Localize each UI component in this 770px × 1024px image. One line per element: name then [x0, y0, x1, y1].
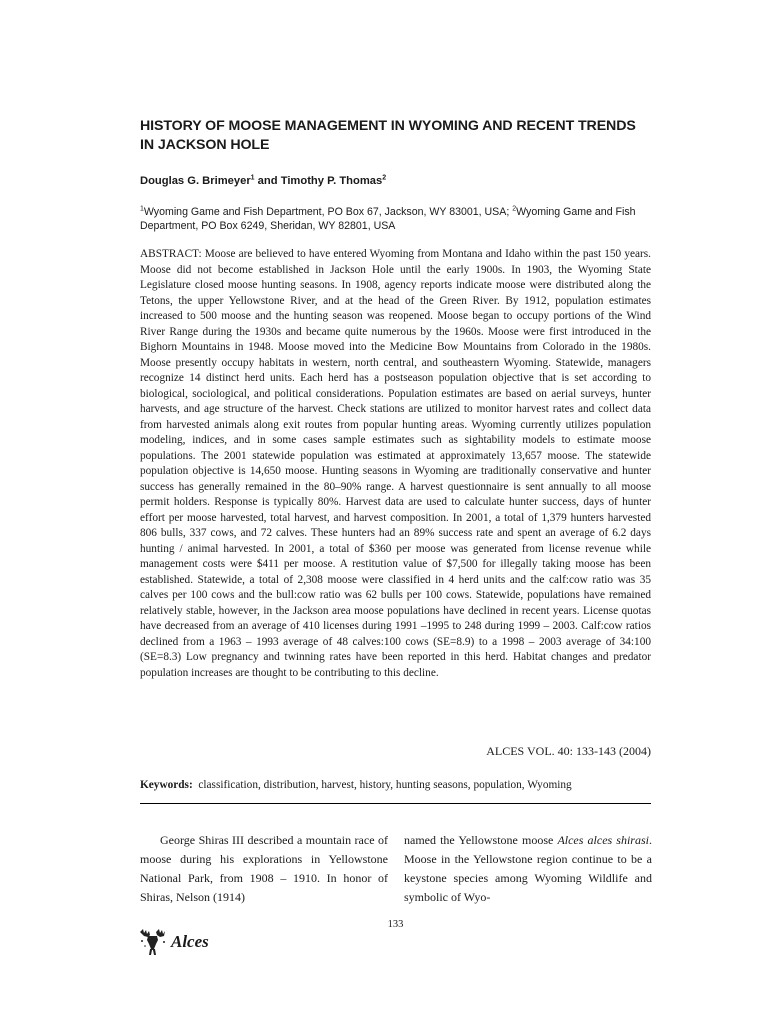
body-column-right — [404, 831, 652, 907]
affiliation-1-marker: 1 — [140, 205, 144, 213]
body-column-left: George Shiras III described a mountain race of moose during his explorations in Yellowstone National Park, from 1908 – 1910. In honor of Shiras, Nelson (1914) — [140, 833, 388, 904]
article-title: HISTORY OF MOOSE MANAGEMENT IN WYOMING AND RECENT TRENDS IN JACKSON HOLE — [140, 118, 636, 153]
affiliations — [140, 205, 651, 233]
abstract: ABSTRACT: Moose are believed to have entered Wyoming from Montana and Idaho within the past 150 years. Moose did not become established in Jackson Hole until the early 1900s. In 1903, the Wyoming State Legislature closed moose hunting seasons. In 1908, agency reports indicate moose were distributed along the Tetons, the upper Yellowstone River, and at the head of the Green River. By 1912, population estimates increased to 500 moose and the hunting season was reopened. Moose began to occupy portions of the Wind River Range during the 1930s and became quite numerous by the 1960s. Moose were first introduced in the Bighorn Mountains in 1948. Moose moved into the Medicine Bow Mountains from Colorado in the 1980s. Moose presently occupy habitats in western, north central, and southeastern Wyoming. Statewide, managers recognize 14 distinct herd units. Each herd has a postseason population objective that is set according to biological, sociological, and political considerations. Population estimates are based on aerial surveys, hunter harvests, and age structure of the harvest. Check stations are utilized to monitor harvest rates and collect data from harvested animals along exit routes from popular hunting areas. Wyoming currently utilizes population modeling, indices, and in some cases sample estimates such as sightability models to estimate moose populations. The 2001 statewide population was estimated at approximately 13,657 moose. The statewide population objective is 14,650 moose. Hunting seasons in Wyoming are traditionally conservative and hunter success has generally remained in the 80–90% range. A harvest questionnaire is sent annually to all moose permit holders. Response is typically 80%. Harvest data are used to calculate hunter success, days of hunter effort per moose harvested, total harvest, and harvest composition. In 2001, a total of 1,379 hunters harvested 806 bulls, 337 cows, and 72 calves. These hunters had an 89% success rate and spent an average of 6.2 days hunting / animal harvested. In 2001, a total of $360 per moose was generated from license revenue while management costs were $411 per moose. A restitution value of $7,500 for illegally taking moose has been established. Statewide, a total of 2,308 moose were classified in 4 herd units and the calf:cow ratio was 35 calves per 100 cows and the bull:cow ratio was 62 bulls per 100 cows. Statewide, populations have remained relatively stable, however, in the Jackson area moose populations have declined in recent years. License quotas have decreased from an average of 410 licenses during 1991 –1995 to 248 during 1999 – 2003. Calf:cow ratios declined from a 1963 – 1993 average of 48 calves:100 cows (SE=8.9) to a 1998 – 2003 average of 34:100 (SE=8.3) Low pregnancy and twinning rates have been reported in this herd. Habitat changes and predator population increases are thought to be contributing to this decline. — [140, 248, 651, 679]
page-number: 133 — [387, 919, 404, 930]
species-name: Alces alces shirasi — [557, 833, 649, 847]
author-connector: and — [254, 175, 281, 187]
author-line — [140, 174, 386, 188]
affiliation-1: Wyoming Game and Fish Department, PO Box 67, Jackson, WY 83001, USA; — [143, 206, 513, 218]
journal-citation: ALCES VOL. 40: 133-143 (2004) — [486, 744, 651, 758]
keywords-label: Keywords: — [140, 779, 193, 791]
author-2: Timothy P. Thomas — [280, 175, 383, 187]
author-1-affiliation-marker: 1 — [250, 174, 255, 182]
journal-logo-text: Alces — [171, 932, 209, 951]
article-page — [140, 0, 651, 1024]
body-right-text-end: . Moose in the Yellowstone region continue to be a keystone species among Wyoming Wildlife and symbolic of Wyo- — [404, 833, 652, 904]
body-right-text-start: named the Yellowstone moose — [404, 833, 558, 847]
keywords — [140, 778, 651, 793]
author-2-affiliation-marker: 2 — [382, 174, 387, 182]
author-1: Douglas G. Brimeyer — [140, 175, 251, 187]
keywords-text: classification, distribution, harvest, history, hunting seasons, population, Wyoming — [198, 779, 572, 791]
journal-logo — [138, 928, 209, 956]
affiliation-2: Wyoming Game and Fish Department, PO Box 6249, Sheridan, WY 82801, USA — [140, 206, 636, 232]
moose-icon — [138, 928, 168, 956]
section-divider — [140, 803, 651, 804]
affiliation-2-marker: 2 — [512, 205, 517, 213]
